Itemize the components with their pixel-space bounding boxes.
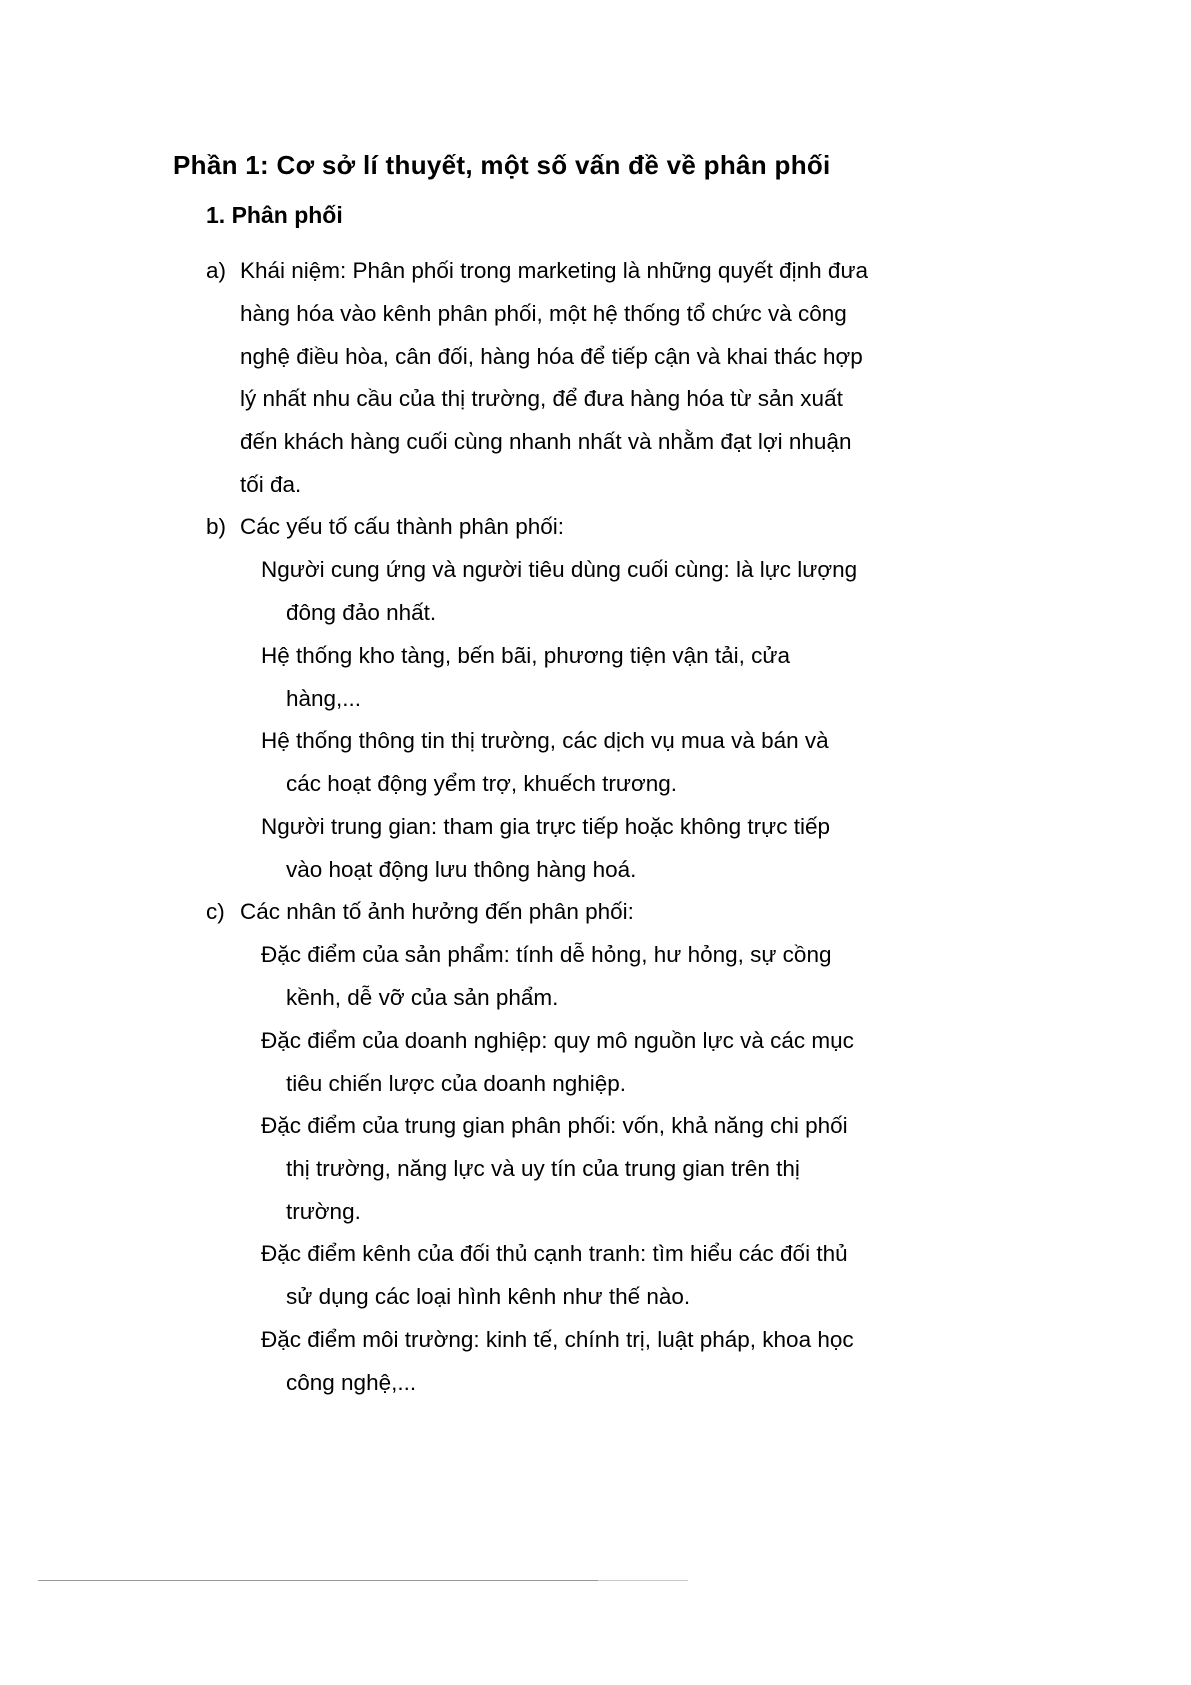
list-item: Đặc điểm của doanh nghiệp: quy mô nguồn lực và các mục xyxy=(261,1028,854,1053)
footer-divider-faint xyxy=(598,1580,688,1581)
list-item: Đặc điểm của trung gian phân phối: vốn, khả năng chi phối xyxy=(261,1113,848,1138)
item-b-marker: b) xyxy=(206,514,227,539)
list-item-continuation: tiêu chiến lược của doanh nghiệp. xyxy=(286,1071,627,1096)
list-item-continuation: hàng,... xyxy=(286,686,362,711)
list-item-continuation: các hoạt động yểm trợ, khuếch trương. xyxy=(286,771,678,796)
item-a-line: đến khách hàng cuối cùng nhanh nhất và nhằm đạt lợi nhuận xyxy=(240,429,852,454)
list-item-continuation: đông đảo nhất. xyxy=(286,600,437,625)
list-item-continuation: công nghệ,... xyxy=(286,1370,417,1395)
item-a-line: nghệ điều hòa, cân đối, hàng hóa để tiếp cận và khai thác hợp xyxy=(240,344,863,369)
list-item: Người trung gian: tham gia trực tiếp hoặc không trực tiếp xyxy=(261,814,830,839)
item-a-marker: a) xyxy=(206,258,227,283)
list-item-continuation: trường. xyxy=(286,1199,361,1224)
list-item: Đặc điểm môi trường: kinh tế, chính trị, luật pháp, khoa học xyxy=(261,1327,854,1352)
list-item: Hệ thống thông tin thị trường, các dịch vụ mua và bán và xyxy=(261,728,829,753)
item-c-title: Các nhân tố ảnh hưởng đến phân phối: xyxy=(240,899,634,924)
footer-divider xyxy=(38,1580,598,1581)
item-a-line: lý nhất nhu cầu của thị trường, để đưa hàng hóa từ sản xuất xyxy=(240,386,843,411)
item-a-line: hàng hóa vào kênh phân phối, một hệ thống tổ chức và công xyxy=(240,301,847,326)
list-item-continuation: thị trường, năng lực và uy tín của trung gian trên thị xyxy=(286,1156,800,1181)
list-item-continuation: sử dụng các loại hình kênh như thế nào. xyxy=(286,1284,691,1309)
list-item-continuation: vào hoạt động lưu thông hàng hoá. xyxy=(286,857,637,882)
section-heading: Phần 1: Cơ sở lí thuyết, một số vấn đề về phân phối xyxy=(173,150,831,180)
subsection-heading: 1. Phân phối xyxy=(206,202,343,228)
item-c-marker: c) xyxy=(206,899,225,924)
list-item: Đặc điểm kênh của đối thủ cạnh tranh: tìm hiểu các đối thủ xyxy=(261,1241,848,1266)
list-item: Đặc điểm của sản phẩm: tính dễ hỏng, hư hỏng, sự cồng xyxy=(261,942,832,967)
list-item-continuation: kềnh, dễ vỡ của sản phẩm. xyxy=(286,985,559,1010)
item-b-title: Các yếu tố cấu thành phân phối: xyxy=(240,514,564,539)
item-a-line: Khái niệm: Phân phối trong marketing là những quyết định đưa xyxy=(240,258,869,283)
list-item: Hệ thống kho tàng, bến bãi, phương tiện vận tải, cửa xyxy=(261,643,790,668)
list-item: Người cung ứng và người tiêu dùng cuối cùng: là lực lượng xyxy=(261,557,858,582)
item-a-line: tối đa. xyxy=(240,472,302,497)
